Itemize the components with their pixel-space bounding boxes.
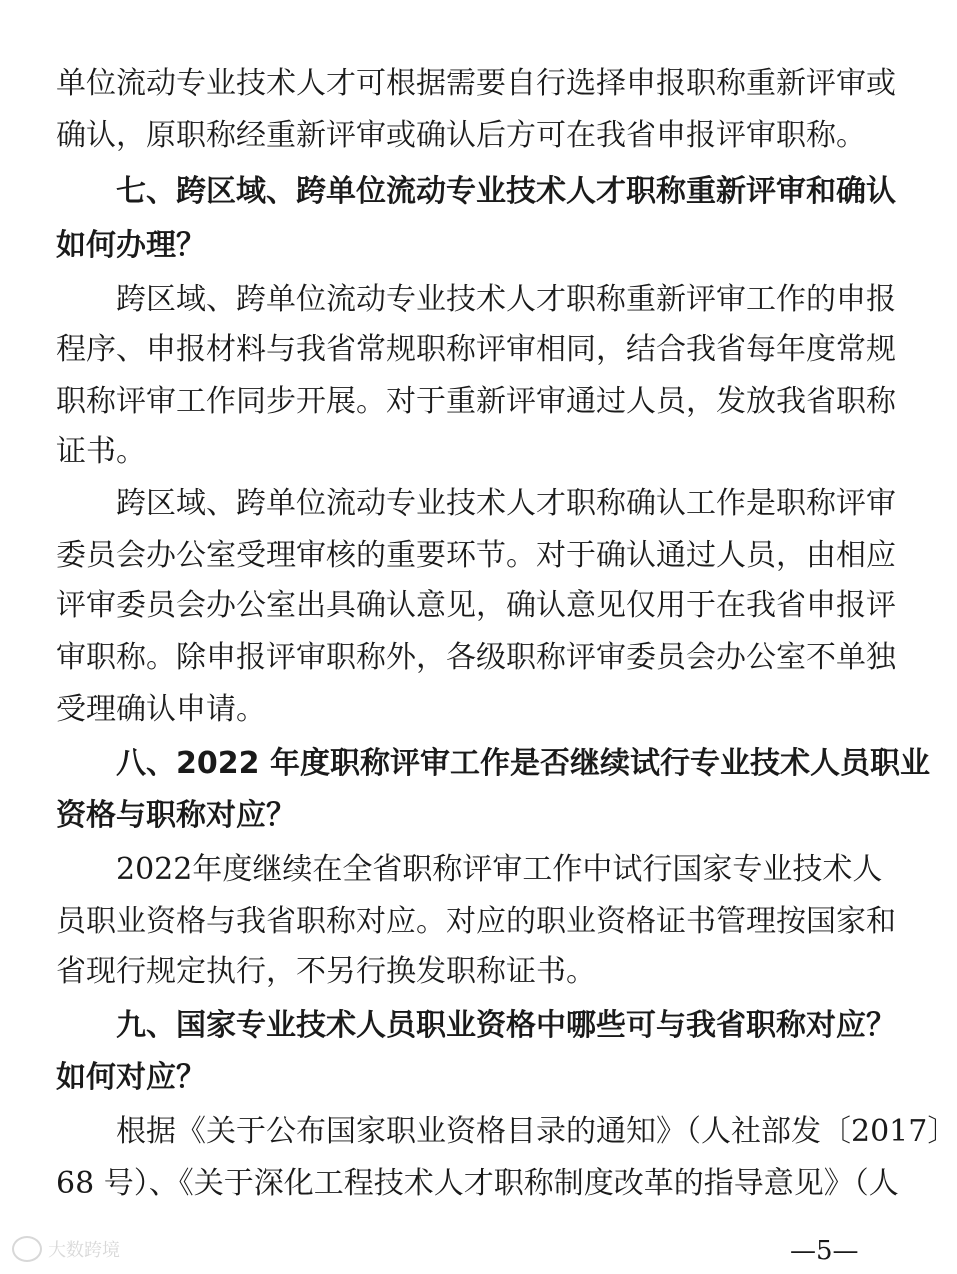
watermark-logo-icon	[12, 1236, 42, 1262]
paragraph-line: 跨区域、跨单位流动专业技术人才职称重新评审工作的申报	[116, 282, 896, 317]
paragraph-line: 根据《关于公布国家职业资格目录的通知》（人社部发〔2017〕	[116, 1114, 957, 1149]
watermark	[12, 1236, 120, 1262]
section-heading: 八、2022 年度职称评审工作是否继续试行专业技术人员职业	[116, 746, 930, 781]
paragraph-line: 审职称。除申报评审职称外，各级职称评审委员会办公室不单独	[56, 640, 896, 675]
paragraph-line: 委员会办公室受理审核的重要环节。对于确认通过人员，由相应	[56, 538, 896, 573]
watermark-text: 大数跨境	[48, 1240, 120, 1261]
paragraph-line: 2022年度继续在全省职称评审工作中试行国家专业技术人	[116, 852, 883, 887]
paragraph-line: 确认，原职称经重新评审或确认后方可在我省申报评审职称。	[56, 118, 866, 153]
paragraph-line: 职称评审工作同步开展。对于重新评审通过人员，发放我省职称	[56, 384, 896, 419]
section-heading: 如何办理？	[56, 228, 206, 263]
paragraph-line: 程序、申报材料与我省常规职称评审相同，结合我省每年度常规	[56, 332, 896, 367]
page-number: —5—	[790, 1236, 859, 1266]
paragraph-line: 单位流动专业技术人才可根据需要自行选择申报职称重新评审或	[56, 66, 896, 101]
section-heading: 资格与职称对应？	[56, 798, 296, 833]
paragraph-line: 省现行规定执行，不另行换发职称证书。	[56, 954, 596, 989]
section-heading: 七、跨区域、跨单位流动专业技术人才职称重新评审和确认	[116, 174, 896, 209]
paragraph-line: 68 号）、《关于深化工程技术人才职称制度改革的指导意见》（人	[56, 1166, 899, 1201]
section-heading: 如何对应？	[56, 1060, 206, 1095]
paragraph-line: 评审委员会办公室出具确认意见，确认意见仅用于在我省申报评	[56, 588, 896, 623]
paragraph-line: 受理确认申请。	[56, 692, 266, 727]
paragraph-line: 跨区域、跨单位流动专业技术人才职称确认工作是职称评审	[116, 486, 896, 521]
paragraph-line: 证书。	[56, 434, 146, 469]
section-heading: 九、国家专业技术人员职业资格中哪些可与我省职称对应？	[116, 1008, 896, 1043]
paragraph-line: 员职业资格与我省职称对应。对应的职业资格证书管理按国家和	[56, 904, 896, 939]
